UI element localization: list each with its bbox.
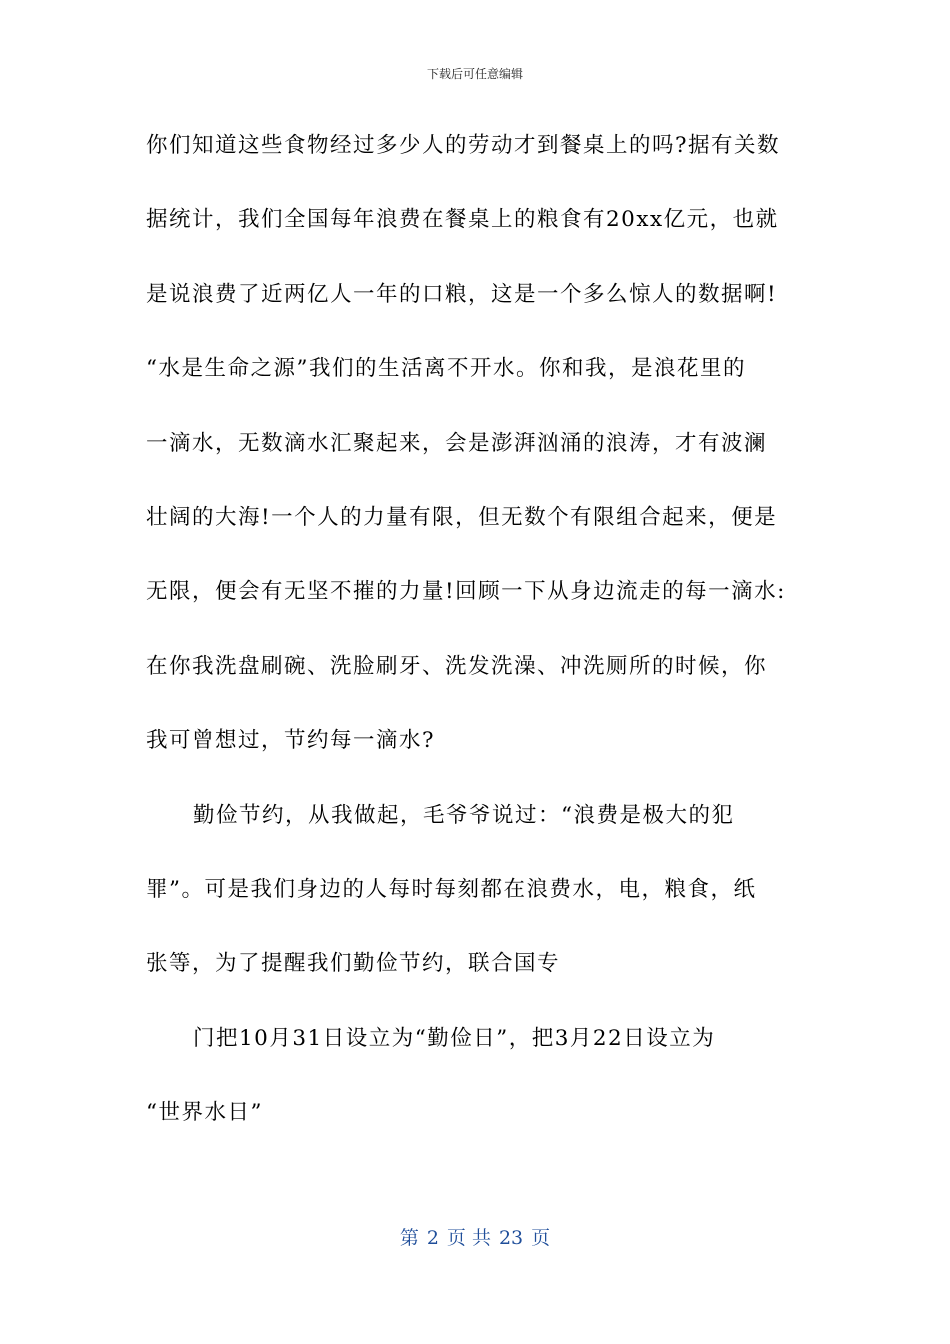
body-line: 你们知道这些食物经过多少人的劳动才到餐桌上的吗?据有关数: [146, 133, 781, 158]
body-line: “世界水日”: [146, 1100, 263, 1126]
body-line: 在你我洗盘刷碗、洗脸刷牙、洗发洗澡、冲洗厕所的时候，你: [146, 653, 768, 679]
paragraph-first-line: 勤俭节约，从我做起，毛爷爷说过：“浪费是极大的犯: [193, 802, 735, 828]
header-note: 下载后可任意编辑: [426, 67, 523, 81]
paragraph-first-line: 门把10月31日设立为“勤俭日”，把3月22日设立为: [193, 1025, 716, 1051]
document-body: [146, 126, 826, 1167]
body-line: 无限，便会有无坚不摧的力量!回顾一下从身边流走的每一滴水:: [146, 579, 786, 605]
body-line: “水是生命之源”我们的生活离不开水。你和我，是浪花里的: [146, 356, 746, 382]
body-line: 我可曾想过，节约每一滴水?: [146, 728, 436, 754]
body-line: 据统计，我们全国每年浪费在餐桌上的粮食有20xx亿元，也就: [146, 207, 779, 233]
footer-middle: 页 共: [446, 1227, 491, 1249]
body-line: 是说浪费了近两亿人一年的口粮，这是一个多么惊人的数据啊!: [146, 281, 778, 307]
body-line: 壮阔的大海!一个人的力量有限，但无数个有限组合起来，便是: [146, 504, 778, 530]
body-line: 一滴水，无数滴水汇聚起来，会是澎湃汹涌的浪涛，才有波澜: [146, 430, 768, 456]
total-page-count: 23: [498, 1227, 524, 1249]
current-page-number: 2: [426, 1227, 439, 1249]
footer-suffix: 页: [531, 1227, 551, 1249]
body-line: 罪”。可是我们身边的人每时每刻都在浪费水，电，粮食，纸: [146, 876, 757, 902]
footer-prefix: 第: [399, 1227, 419, 1249]
body-line: 张等，为了提醒我们勤俭节约，联合国专: [146, 951, 561, 977]
page-number-footer: [0, 1226, 950, 1250]
